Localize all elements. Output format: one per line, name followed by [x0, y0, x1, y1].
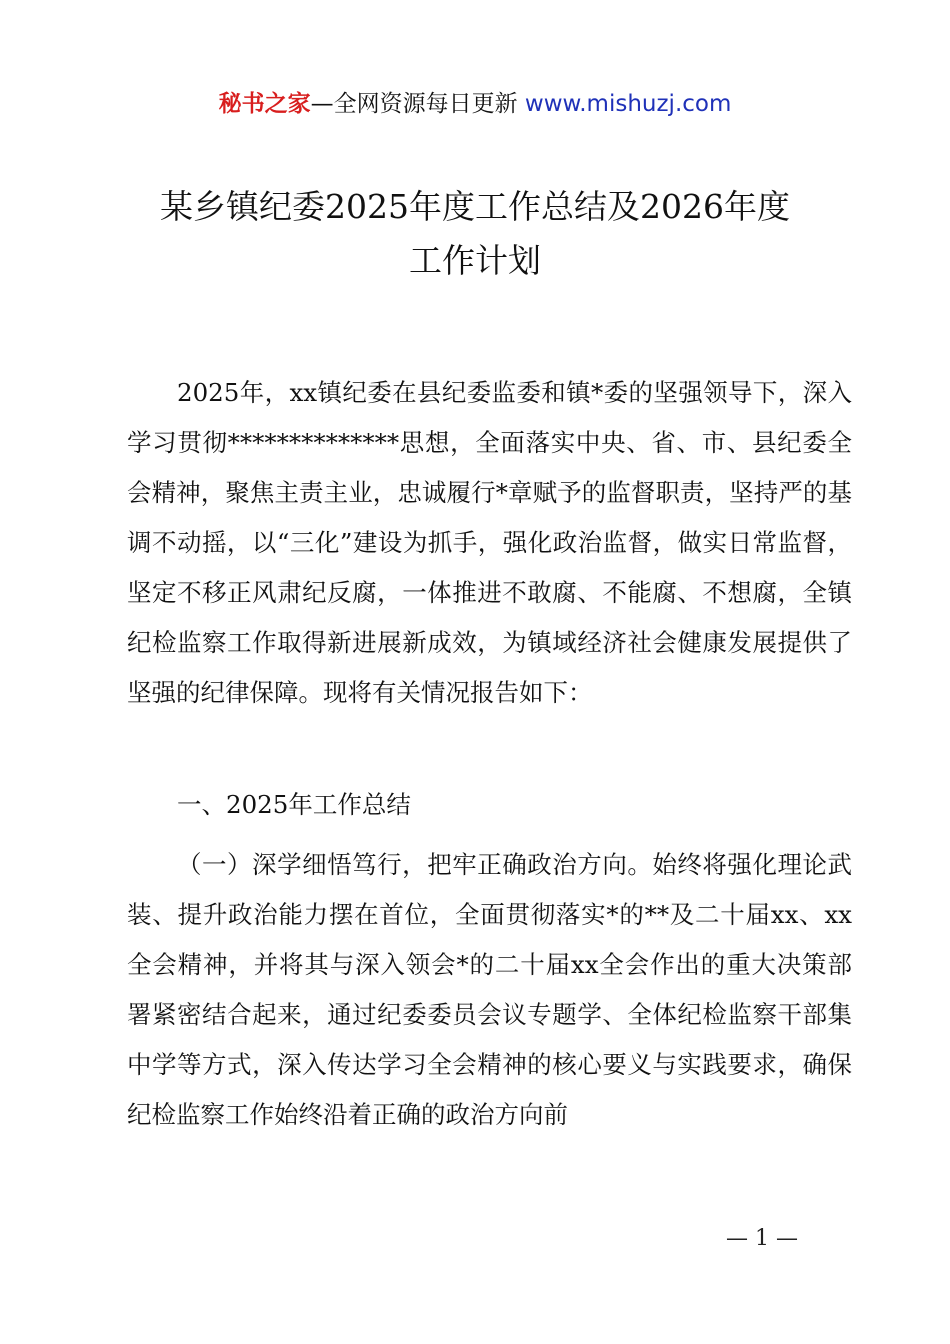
- intro-paragraph-block: [127, 368, 852, 718]
- site-header: [0, 86, 950, 122]
- page-number: — 1 —: [726, 1226, 798, 1251]
- title-line-1: 某乡镇纪委2025年度工作总结及2026年度: [160, 187, 790, 226]
- site-tagline: —全网资源每日更新: [310, 91, 525, 117]
- section-heading: 一、2025年工作总结: [177, 790, 411, 819]
- section-heading-block: [127, 780, 852, 830]
- subsection-paragraph: （一）深学细悟笃行，把牢正确政治方向。始终将强化理论武装、提升政治能力摆在首位，全面贯彻落实*的**及二十届xx、xx全会精神，并将其与深入领会*的二十届xx全会作出的重大决策部署紧密结合起来，通过纪委委员会议专题学、全体纪检监察干部集中学等方式，深入传达学习全会精神的核心要义与实践要求，确保纪检监察工作始终沿着正确的政治方向前: [127, 850, 852, 1129]
- site-brand: 秘书之家: [218, 91, 311, 117]
- document-title: [100, 180, 850, 288]
- title-line-2: 工作计划: [409, 241, 541, 280]
- intro-paragraph: 2025年，xx镇纪委在县纪委监委和镇*委的坚强领导下，深入学习贯彻**************思想，全面落实中央、省、市、县纪委全会精神，聚焦主责主业，忠诚履行*章赋予的监督职责，坚持严的基调不动摇，以“三化”建设为抓手，强化政治监督，做实日常监督，坚定不移正风肃纪反腐，一体推进不敢腐、不能腐、不想腐，全镇纪检监察工作取得新进展新成效，为镇域经济社会健康发展提供了坚强的纪律保障。现将有关情况报告如下：: [127, 378, 852, 707]
- site-url-link[interactable]: www.mishuzj.com: [524, 91, 732, 117]
- subsection-paragraph-block: [127, 840, 852, 1140]
